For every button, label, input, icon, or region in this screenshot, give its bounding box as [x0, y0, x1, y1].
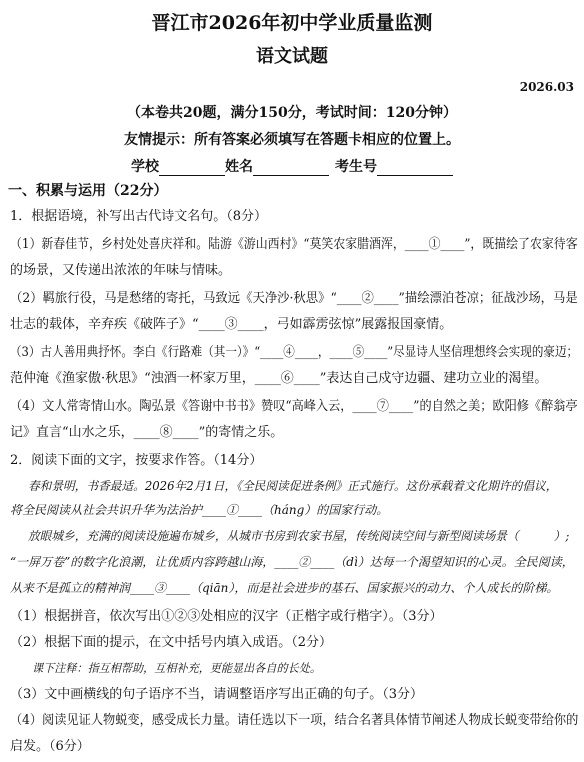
- q2-sub-question: （2）根据下面的提示，在文中括号内填入成语。（2分）: [10, 635, 333, 650]
- exam-no-field[interactable]: [377, 161, 453, 176]
- q2-stem: 2．阅读下面的文字，按要求作答。（14分）: [10, 453, 263, 468]
- student-info-row: [0, 156, 584, 176]
- exam-subtitle: 语文试题: [256, 46, 328, 67]
- q1-line: （1）新春佳节，乡村处处喜庆祥和。陆游《游山西村》“莫笑农家腊酒浑，____①____”，既描绘了农家待客: [10, 237, 578, 252]
- q1-line: （2）羁旅行役，马是愁绪的寄托，马致远《天净沙·秋思》“____②____”描绘漂泊苍凉；征战沙场，马是: [10, 291, 578, 306]
- q2-sub-question: （3）文中画横线的句子语序不当，请调整语序写出正确的句子。（3分）: [10, 687, 424, 702]
- q1-line: 范仲淹《渔家傲·秋思》“浊酒一杯家万里，____⑥____”表达自己戍守边疆、建功立业的渴望。: [10, 371, 548, 386]
- school-label: 学校: [131, 159, 159, 175]
- q1-line: 记》直言“山水之乐，____⑧____”的寄情之乐。: [10, 425, 284, 440]
- q2-sub-question: （4）阅读见证人物蜕变，感受成长力量。请任选以下一项，结合名著具体情节阐述人物成长蜕变带给你的: [10, 713, 579, 728]
- q1-stem: 1．根据语境，补写出古代诗文名句。（8分）: [10, 209, 268, 224]
- q1-line: 的场景，又传递出浓浓的年味与情味。: [10, 263, 232, 278]
- q2-passage-line: “一屏万卷”的数字化浪潮，让优质内容跨越山海，____②____（dì）达每一个渴望知识的心灵。全民阅读，: [10, 555, 574, 569]
- name-field[interactable]: [253, 161, 329, 176]
- q2-passage-line: 放眼城乡，充满的阅读设施遍布城乡，从城市书房到农家书屋，传统阅读空间与新型阅读场景（ ）;: [28, 529, 570, 543]
- friendly-tip: 友情提示：所有答案必须填写在答题卡相应的位置上。: [124, 132, 460, 148]
- name-label: 姓名: [225, 159, 253, 175]
- q1-line: （3）古人善用典抒怀。李白《行路难（其一）》“____④____，____⑤____”尽显诗人坚信理想终会实现的豪迈；: [10, 345, 579, 360]
- exam-title: 晋江市2026年初中学业质量监测: [151, 12, 433, 34]
- q2-sub-question: （1）根据拼音，依次写出①②③处相应的汉字（正楷字或行楷字）。（3分）: [10, 609, 443, 624]
- q2-note: 课下注释：指互相帮助，互相补充，更能显出各自的长处。: [32, 661, 321, 675]
- q2-passage-line: 将全民阅读从社会共识升华为法治护____①____（háng）的国家行动。: [10, 503, 389, 517]
- section-title: 一、积累与运用（22分）: [8, 183, 168, 199]
- school-field[interactable]: [159, 161, 225, 176]
- exam-date: 2026.03: [519, 80, 574, 94]
- q1-line: （4）文人常寄情山水。陶弘景《答谢中书书》赞叹“高峰入云，____⑦____”的自然之美；欧阳修《醉翁亭: [10, 399, 578, 414]
- exam-no-label: 考生号: [335, 159, 377, 175]
- q2-passage-line: 从来不是孤立的精神润____③____（qiān），而是社会进步的基石、国家振兴的动力、个人成长的阶梯。: [10, 581, 559, 595]
- q1-line: 壮志的载体，辛弃疾《破阵子》“____③____，弓如霹雳弦惊”展露报国豪情。: [10, 317, 453, 332]
- exam-info: （本卷共20题，满分150分，考试时间：120分钟）: [127, 105, 457, 121]
- q2-passage-line: 春和景明，书香最适。2026年2月1日，《全民阅读促进条例》正式施行。这份承载着文化期许的倡议，: [28, 479, 558, 493]
- q2-sub-question: 启发。（6分）: [10, 739, 90, 754]
